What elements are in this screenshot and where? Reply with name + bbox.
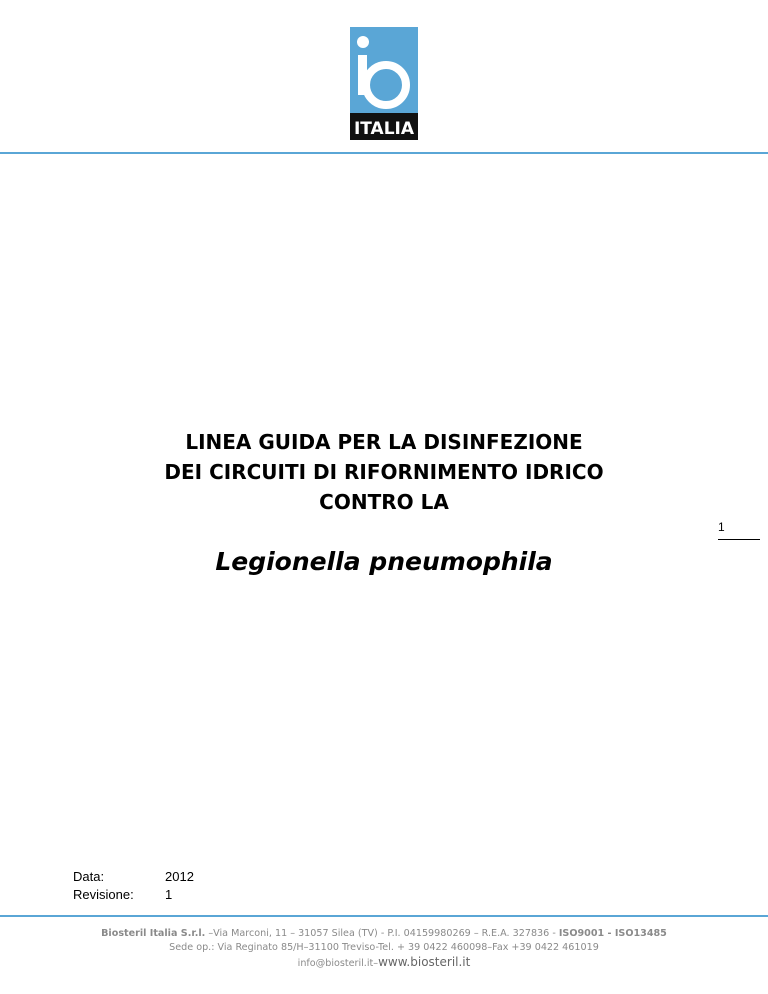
meta-date-row [73, 868, 194, 886]
logo-i-dot [357, 36, 369, 48]
document-title [100, 427, 668, 517]
title-line-3: CONTRO LA [319, 490, 449, 514]
document-meta [73, 868, 194, 904]
footer-line-1 [0, 927, 768, 941]
footer-certifications: ISO9001 - ISO13485 [558, 928, 667, 939]
meta-date-label: Data: [73, 869, 105, 884]
footer-address: –Via Marconi, 11 – 31057 Silea (TV) - P.I. 04159980269 – R.E.A. 327836 - [205, 928, 559, 939]
document-subtitle: Legionella pneumophila [215, 547, 553, 576]
meta-revision-row [73, 886, 194, 904]
title-line-1: LINEA GUIDA PER LA DISINFEZIONE [185, 430, 583, 454]
header-divider [0, 152, 768, 154]
footer-line-3 [0, 955, 768, 971]
title-line-2: DEI CIRCUITI DI RIFORNIMENTO IDRICO [164, 460, 604, 484]
footer-email[interactable]: info@biosteril.it– [297, 958, 379, 969]
meta-date-value: 2012 [165, 869, 194, 884]
footer-divider [0, 915, 768, 917]
logo-graphic [350, 27, 418, 140]
company-logo [350, 27, 418, 140]
footer-company: Biosteril Italia S.r.l. [101, 928, 206, 939]
logo-wordmark: ITALIA [353, 119, 415, 139]
page-number: 1 [718, 518, 760, 540]
footer-line-2: Sede op.: Via Reginato 85/H–31100 Treviso-Tel. + 39 0422 460098–Fax +39 0422 461019 [169, 942, 599, 953]
page-footer [0, 927, 768, 971]
footer-website[interactable]: www.biosteril.it [378, 955, 471, 969]
meta-revision-label: Revisione: [73, 887, 134, 902]
meta-revision-value: 1 [165, 887, 173, 902]
